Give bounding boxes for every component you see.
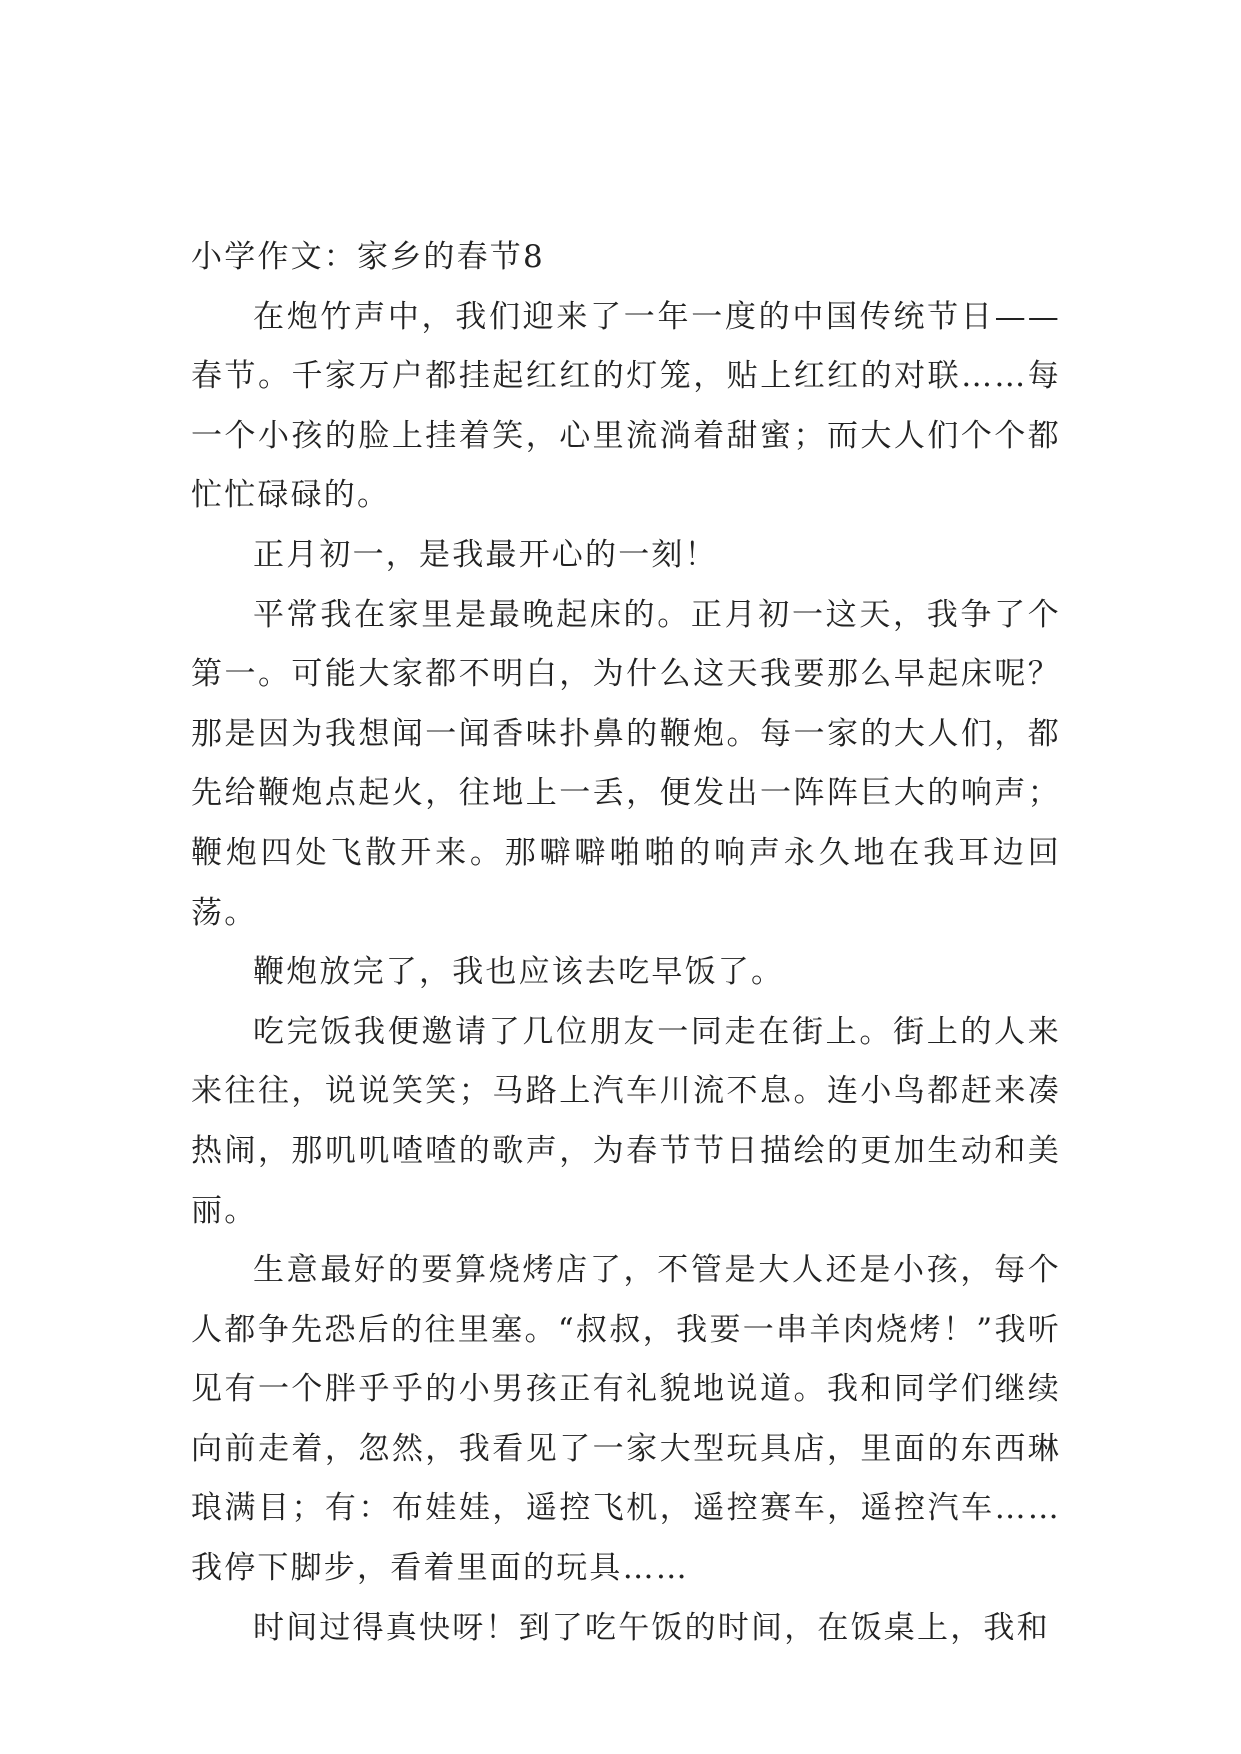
paragraph-5: 吃完饭我便邀请了几位朋友一同走在街上。街上的人来来往往，说说笑笑；马路上汽车川流不息。连小鸟都赶来凑热闹，那叽叽喳喳的歌声，为春节节日描绘的更加生动和美丽。 (191, 1013, 1061, 1229)
paragraph-7: 时间过得真快呀！到了吃午饭的时间，在饭桌上，我和 (253, 1609, 1050, 1646)
paragraph-1: 在炮竹声中，我们迎来了一年一度的中国传统节日——春节。千家万户都挂起红红的灯笼，贴上红红的对联……每一个小孩的脸上挂着笑，心里流淌着甜蜜；而大人们个个都忙忙碌碌的。 (191, 298, 1061, 514)
paragraph-4: 鞭炮放完了，我也应该去吃早饭了。 (253, 954, 785, 991)
paragraph-6: 生意最好的要算烧烤店了，不管是大人还是小孩，每个人都争先恐后的往里塞。“叔叔，我要一串羊肉烧烤！”我听见有一个胖乎乎的小男孩正有礼貌地说道。我和同学们继续向前走着，忽然，我看见了一家大型玩具店，里面的东西琳琅满目；有：布娃娃，遥控飞机，遥控赛车，遥控汽车……我停下脚步，看着里面的玩具…… (191, 1252, 1061, 1587)
document-title: 小学作文：家乡的春节8 (191, 239, 545, 275)
paragraph-3: 平常我在家里是最晚起床的。正月初一这天，我争了个第一。可能大家都不明白，为什么这天我要那么早起床呢？那是因为我想闻一闻香味扑鼻的鞭炮。每一家的大人们，都先给鞭炮点起火，往地上一丢，便发出一阵阵巨大的响声；鞭炮四处飞散开来。那噼噼啪啪的响声永久地在我耳边回荡。 (191, 596, 1061, 931)
paragraph-2: 正月初一，是我最开心的一刻！ (253, 536, 718, 573)
document-body (191, 228, 1061, 1658)
